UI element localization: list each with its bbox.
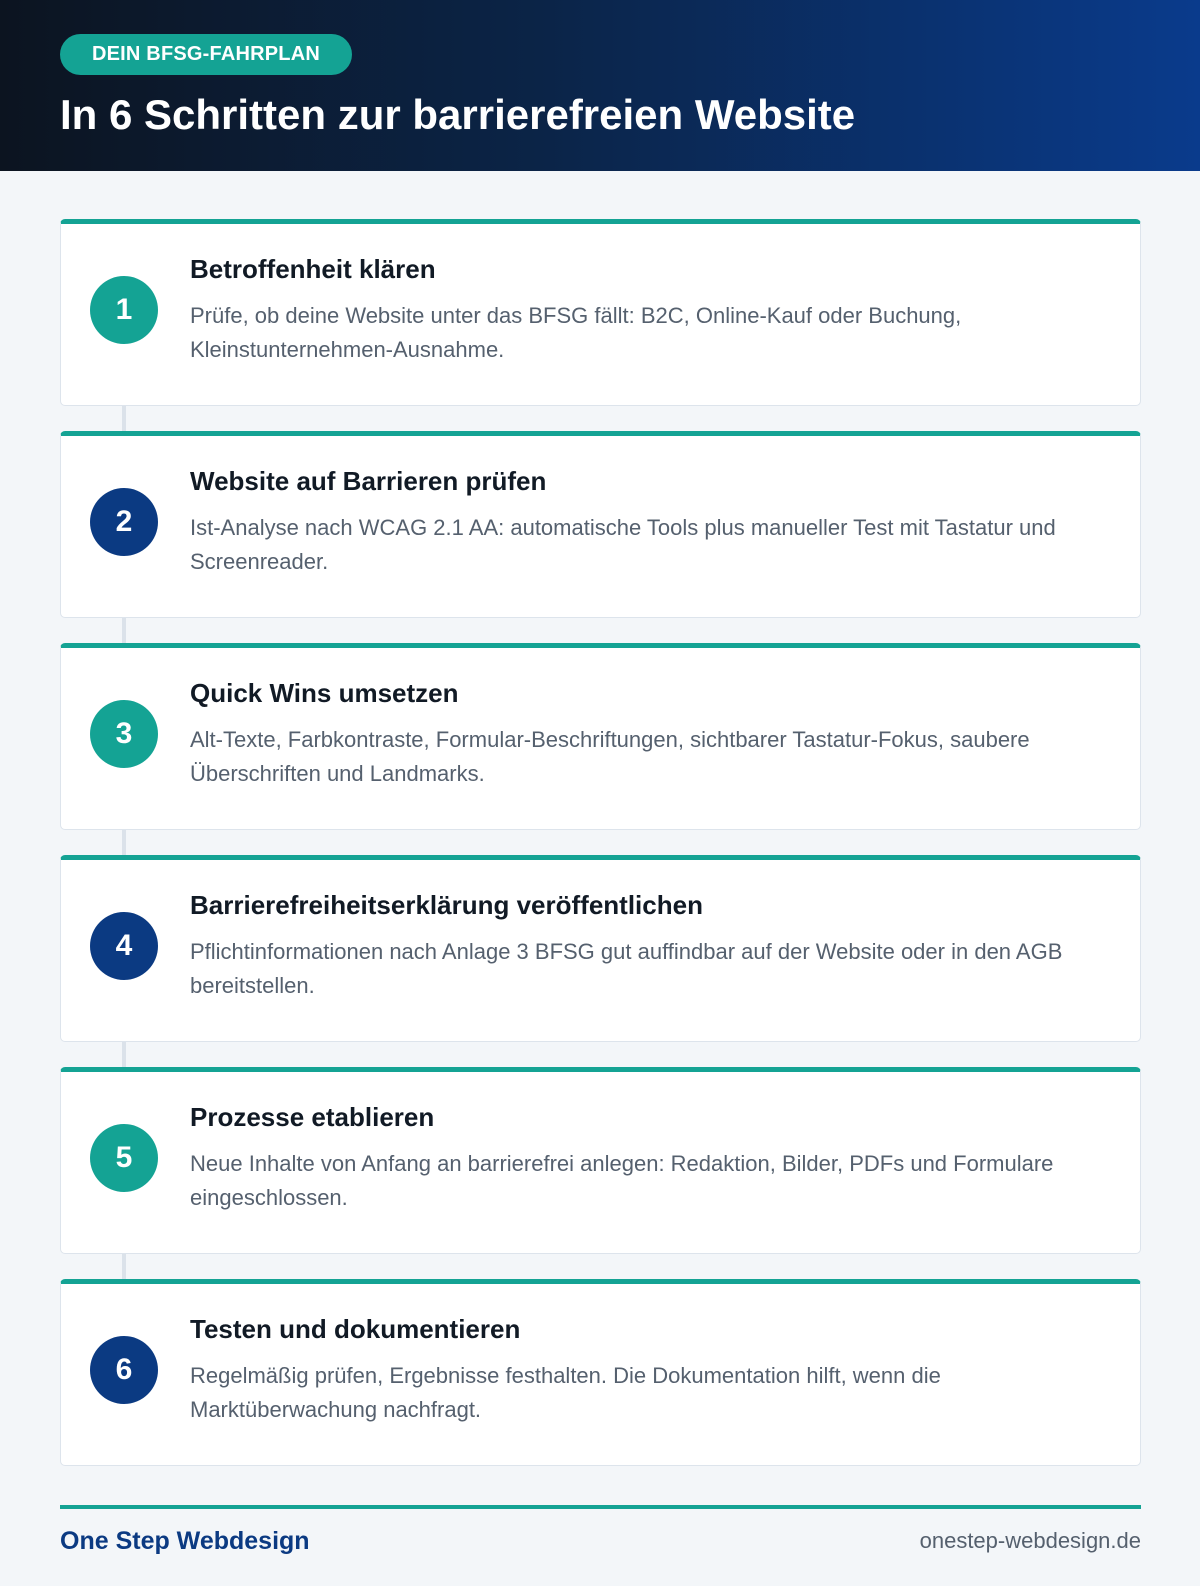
step-card-2 [60, 431, 1141, 618]
step-title: Quick Wins umsetzen [190, 678, 459, 708]
step-description: Pflichtinformationen nach Anlage 3 BFSG gut auffindbar auf der Website oder in den AGB bereitstellen. [190, 939, 1063, 998]
step-number-badge: 4 [90, 912, 158, 980]
step-connector [122, 1254, 126, 1281]
step-connector [122, 618, 126, 645]
step-description: Ist-Analyse nach WCAG 2.1 AA: automatische Tools plus manueller Test mit Tastatur und Screenreader. [190, 515, 1056, 574]
footer-url-link[interactable]: onestep-webdesign.de [919, 1528, 1141, 1553]
step-connector [122, 406, 126, 433]
step-number-badge: 5 [90, 1124, 158, 1192]
header-badge: DEIN BFSG-FAHRPLAN [60, 34, 352, 75]
step-title: Testen und dokumentieren [190, 1314, 521, 1344]
step-title: Barrierefreiheitserklärung veröffentlichen [190, 890, 703, 920]
step-number-badge: 3 [90, 700, 158, 768]
step-description: Regelmäßig prüfen, Ergebnisse festhalten. Die Dokumentation hilft, wenn die Marktüberwachung nachfragt. [190, 1363, 941, 1422]
step-number-badge: 6 [90, 1336, 158, 1404]
step-title: Betroffenheit klären [190, 254, 436, 284]
page-header [0, 0, 1200, 171]
step-number-badge: 1 [90, 276, 158, 344]
step-card-4 [60, 855, 1141, 1042]
step-connector [122, 1042, 126, 1069]
footer-brand: One Step Webdesign [60, 1527, 310, 1555]
footer-divider [60, 1505, 1141, 1509]
page-title: In 6 Schritten zur barrierefreien Website [60, 91, 856, 138]
step-title: Website auf Barrieren prüfen [190, 466, 547, 496]
step-connector [122, 830, 126, 857]
step-description: Neue Inhalte von Anfang an barrierefrei anlegen: Redaktion, Bilder, PDFs und Formulare eingeschlossen. [190, 1151, 1054, 1210]
step-card-6 [60, 1279, 1141, 1466]
step-card-1 [60, 219, 1141, 406]
step-description: Alt-Texte, Farbkontraste, Formular-Beschriftungen, sichtbarer Tastatur-Fokus, saubere Überschriften und Landmarks. [190, 727, 1030, 786]
step-card-5 [60, 1067, 1141, 1254]
step-description: Prüfe, ob deine Website unter das BFSG fällt: B2C, Online-Kauf oder Buchung, Kleinstunternehmen-Ausnahme. [190, 303, 962, 362]
step-card-3 [60, 643, 1141, 830]
step-title: Prozesse etablieren [190, 1102, 435, 1132]
step-number-badge: 2 [90, 488, 158, 556]
